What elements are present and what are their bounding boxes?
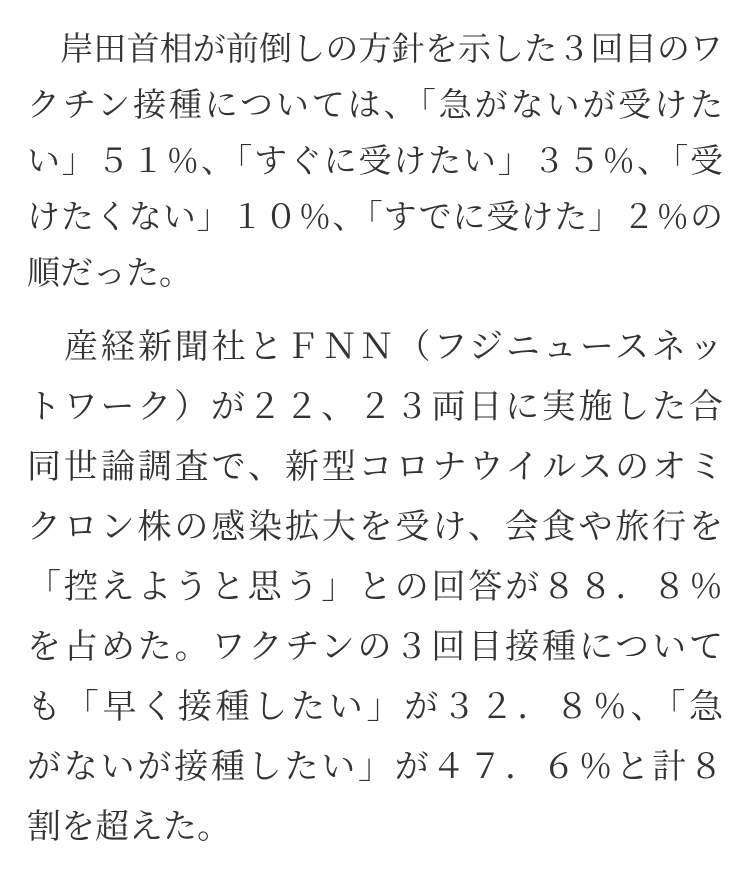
text-line: 同世論調査で、新型コロナウイルスのオミ [27,448,723,486]
text-line: を占めた。ワクチンの３回目接種について [27,628,723,666]
text-line: 「控えようと思う」との回答が８８．８％ [27,568,723,606]
text-line: クチン接種については、「急がないが受けた [27,86,723,123]
text-line: 順だった。 [27,254,192,291]
text-line: 産経新聞社とＦＮＮ（フジニュースネッ [27,328,723,366]
text-line: トワーク）が２２、２３両日に実施した合 [27,388,723,426]
text-line: クロン株の感染拡大を受け、会食や旅行を [27,508,723,546]
text-line: 岸田首相が前倒しの方針を示した３回目のワ [27,30,723,67]
text-line: けたくない」１０％、「すでに受けた」２％の [27,198,723,235]
text-line: がないが接種したい」が４７．６％と計８ [27,748,723,786]
text-line: 割を超えた。 [27,808,231,846]
paragraph-survey-details [27,317,723,857]
text-line: い」５１％、「すぐに受けたい」３５％、「受 [27,142,723,179]
text-line: も「早く接種したい」が３２．８％、「急 [27,688,723,726]
paragraph-vaccine-intent [27,21,723,301]
